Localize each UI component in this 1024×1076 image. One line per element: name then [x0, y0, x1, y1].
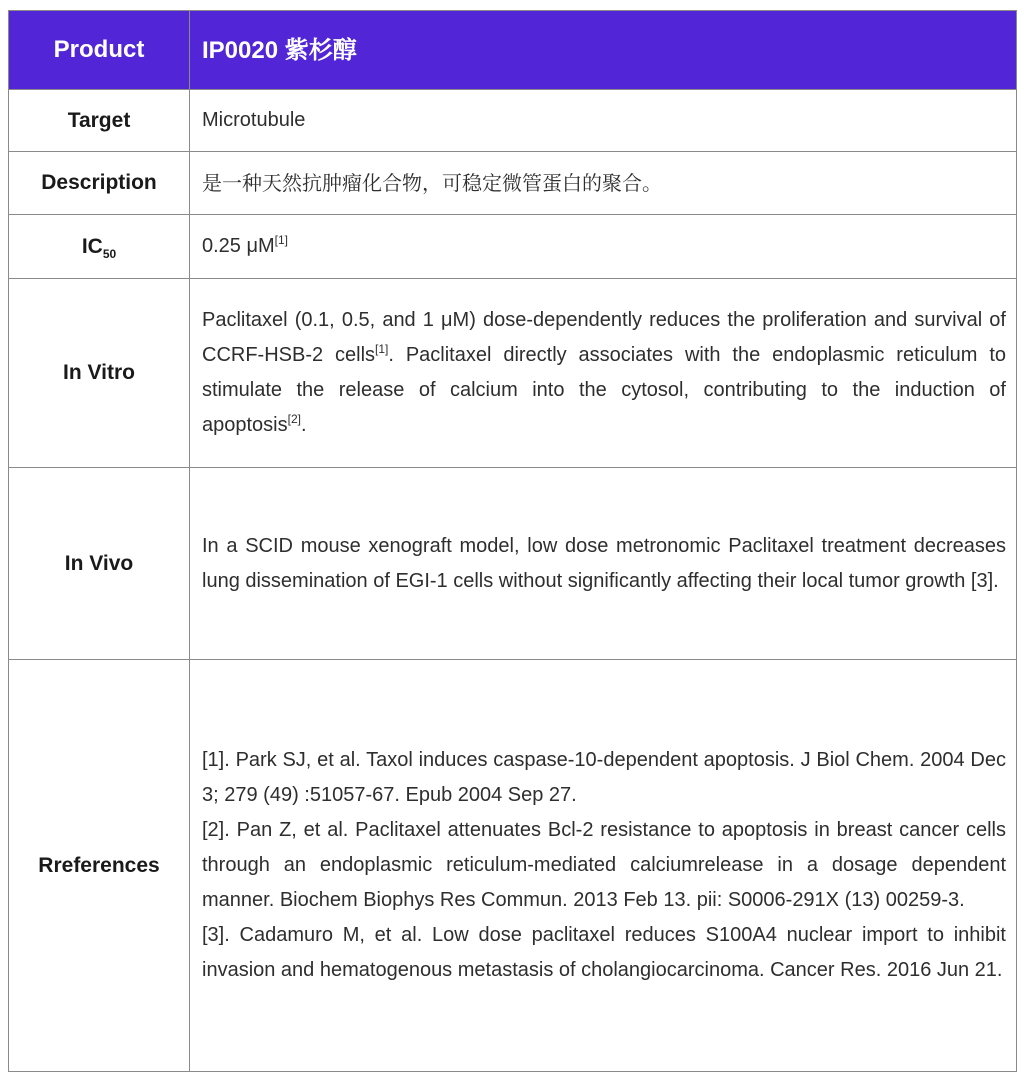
description-row: [9, 152, 1017, 215]
references-value: [190, 660, 1017, 1072]
reference-item: [3]. Cadamuro M, et al. Low dose paclitaxel reduces S100A4 nuclear import to inhibit invasion and hematogenous metastasis of cholangiocarcinoma. Cancer Res. 2016 Jun 21.: [202, 924, 1006, 981]
description-value: 是一种天然抗肿瘤化合物，可稳定微管蛋白的聚合。: [190, 152, 1017, 215]
in-vitro-ref-1: [1]: [375, 342, 389, 356]
description-label: Description: [9, 152, 190, 215]
target-row: [9, 90, 1017, 152]
in-vitro-text-1: Paclitaxel (0.1, 0.5, and 1 μM) dose-dependently reduces the proliferation and survival of CCRF-HSB-2 cells: [202, 309, 1006, 366]
ic50-ref: [1]: [274, 233, 289, 247]
ic50-label-main: IC: [81, 234, 103, 258]
ic50-value: [190, 215, 1017, 279]
product-label: Product: [9, 11, 190, 90]
header-row: [9, 11, 1017, 90]
product-value: IP0020 紫杉醇: [190, 11, 1017, 90]
target-label: Target: [9, 90, 190, 152]
in-vitro-text-2: . Paclitaxel directly associates with the endoplasmic reticulum to stimulate the release of calcium into the cytosol, contributing to the induction of apoptosis: [202, 344, 1006, 436]
reference-item: [2]. Pan Z, et al. Paclitaxel attenuates Bcl-2 resistance to apoptosis in breast cancer cells through an endoplasmic reticulum-mediated calciumrelease in a dosage dependent manner. Biochem Biophys Res Commun. 2013 Feb 13. pii: S0006-291X (13) 00259-3.: [202, 819, 1006, 911]
ic50-label-sub: 50: [102, 246, 117, 261]
target-value: Microtubule: [190, 90, 1017, 152]
ic50-label: [9, 215, 190, 279]
in-vitro-label: In Vitro: [9, 279, 190, 468]
in-vitro-row: [9, 279, 1017, 468]
in-vivo-value: In a SCID mouse xenograft model, low dose metronomic Paclitaxel treatment decreases lung dissemination of EGI-1 cells without significantly affecting their local tumor growth [3].: [190, 468, 1017, 660]
in-vivo-row: [9, 468, 1017, 660]
ic50-value-text: 0.25 μM: [202, 235, 275, 257]
references-row: [9, 660, 1017, 1072]
ic50-row: [9, 215, 1017, 279]
in-vitro-text-3: .: [300, 414, 307, 436]
in-vivo-label: In Vivo: [9, 468, 190, 660]
product-info-table: [8, 10, 1017, 1072]
in-vitro-value: [190, 279, 1017, 468]
references-label: Rreferences: [9, 660, 190, 1072]
in-vitro-ref-2: [2]: [287, 412, 301, 426]
reference-item: [1]. Park SJ, et al. Taxol induces caspase-10-dependent apoptosis. J Biol Chem. 2004 Dec 3; 279 (49) :51057-67. Epub 2004 Sep 27.: [202, 749, 1006, 806]
